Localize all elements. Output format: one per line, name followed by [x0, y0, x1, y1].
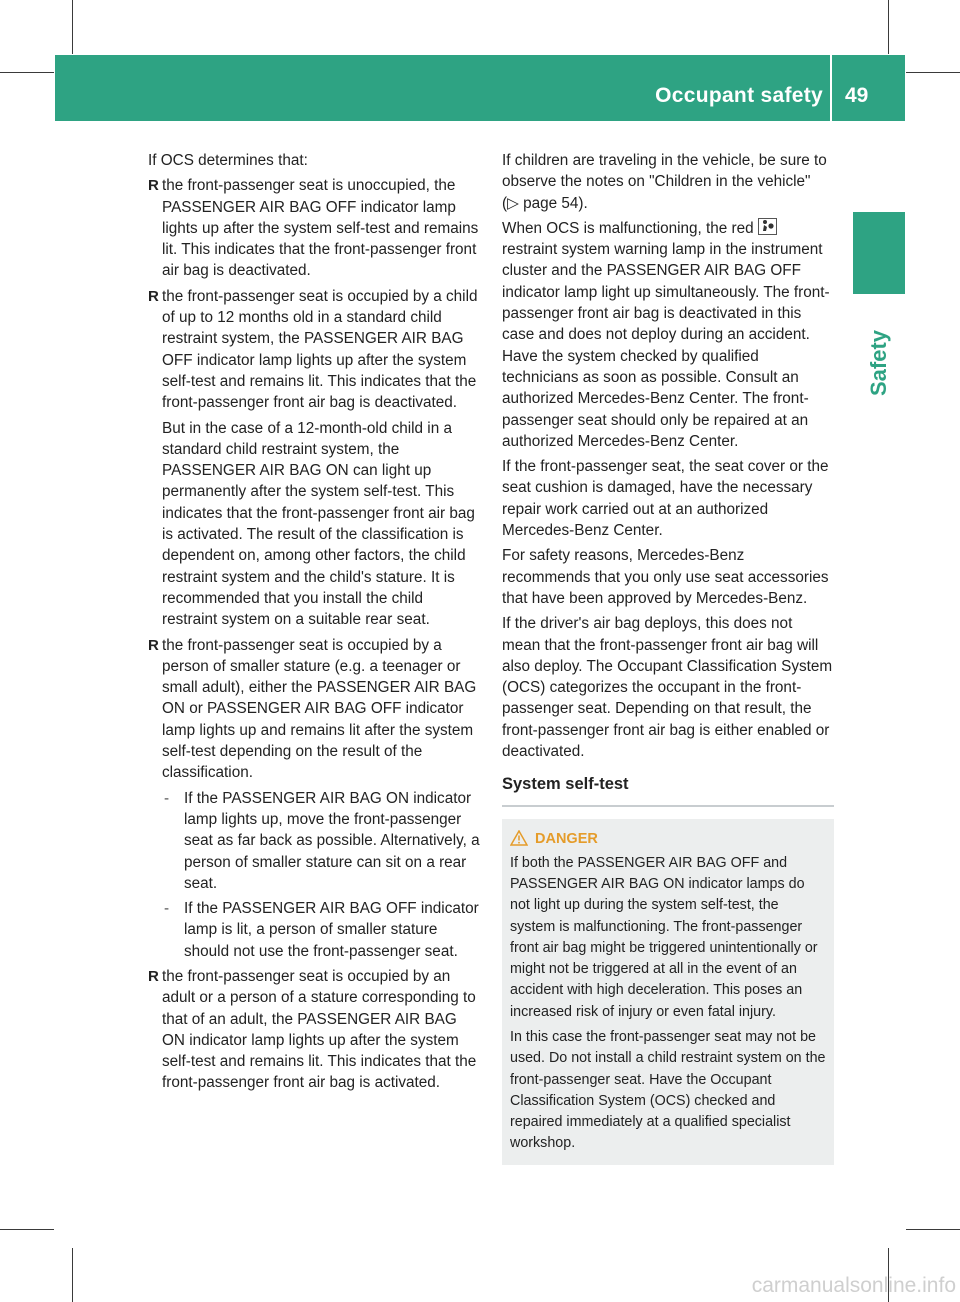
bullet-text: the front-passenger seat is occupied by an adult or a person of a stature corresponding to that of an adult, the PASSENGER AIR BAG ON indicator lamp lights up after the system self-test and remains lit. This indicates that the front-passenger front air bag is activated.	[162, 967, 477, 1092]
paragraph: For safety reasons, Mercedes-Benz recommends that you only use seat accessories that have been approved by Mercedes-Benz.	[502, 547, 829, 607]
crop-mark	[72, 0, 73, 54]
paragraph-text-end: ).	[578, 194, 588, 212]
sub-list-item	[162, 788, 482, 894]
bullet-mark: R	[148, 636, 159, 654]
page-reference-link[interactable]: page 54	[523, 194, 579, 212]
watermark: carmanualsonline.info	[751, 1274, 956, 1297]
sub-item-text: If the PASSENGER AIR BAG ON indicator lamp lights up, move the front-passenger seat as far back as possible. Alternatively, a person of smaller stature can sit on a rear seat.	[184, 789, 480, 892]
crop-mark	[0, 1229, 54, 1230]
header-title: Occupant safety	[655, 84, 823, 107]
right-column	[502, 150, 834, 1165]
bullet-mark: R	[148, 287, 159, 305]
danger-box	[502, 819, 834, 1165]
side-tab	[853, 212, 905, 294]
bullet-text: the front-passenger seat is occupied by a person of smaller stature (e.g. a teenager or small adult), either the PASSENGER AIR BAG ON or PASSENGER AIR BAG OFF indicator lamp lights up and remains lit after the system self-test depending on the result of the classification.	[162, 636, 477, 782]
paragraph-text: If children are traveling in the vehicle, be sure to observe the notes on "Children in the vehicle" (	[502, 152, 827, 212]
paragraph	[502, 218, 834, 452]
paragraph-text: When OCS is malfunctioning, the red	[502, 219, 754, 237]
sub-list-item	[162, 898, 482, 962]
list-item	[148, 966, 482, 1094]
bullet-mark: R	[148, 967, 159, 985]
danger-text: If both the PASSENGER AIR BAG OFF and PASSENGER AIR BAG ON indicator lamps do not light up during the system self-test, the system is malfunctioning. The front-passenger front air bag might be triggered unintentionally or might not be triggered at all in the event of an accident with high deceleration. This poses an increased risk of injury or even fatal injury.	[510, 854, 818, 1020]
paragraph-text: restraint system warning lamp in the instrument cluster and the PASSENGER AIR BAG OFF indicator lamp light up simultaneously. The front-passenger front air bag is deactivated in this case and does not deploy during an accident. Have the system checked by qualified technicians as soon as possible. Consult an authorized Mercedes-Benz Center. The front-passenger seat should only be repaired at an authorized Mercedes-Benz Center.	[502, 241, 830, 450]
paragraph: If the driver's air bag deploys, this does not mean that the front-passenger front air bag will also deploy. The Occupant Classification System (OCS) categorizes the occupant in the front-passenger seat. Depending on that result, the front-passenger front air bag is either enabled or deactivated.	[502, 615, 833, 761]
crop-mark	[906, 1229, 960, 1230]
left-column	[148, 150, 482, 1098]
sub-item-text: If the PASSENGER AIR BAG OFF indicator lamp is lit, a person of smaller stature should not use the front-passenger seat.	[184, 900, 479, 960]
danger-text: In this case the front-passenger seat may not be used. Do not install a child restraint system on the front-passenger seat. Have the Occupant Classification System (OCS) checked and repaired immediately at a qualified specialist workshop.	[510, 1028, 826, 1152]
side-tab-label: Safety	[866, 329, 891, 396]
danger-header	[510, 829, 826, 851]
list-item	[148, 175, 482, 281]
bullet-text: the front-passenger seat is occupied by a child of up to 12 months old in a standard child restraint system, the PASSENGER AIR BAG OFF indicator lamp lights up after the system self-test and remains lit. This indicates that the front-passenger front air bag is deactivated.	[162, 287, 478, 412]
bullet-text: the front-passenger seat is unoccupied, the PASSENGER AIR BAG OFF indicator lamp lights up after the system self-test and remains lit. This indicates that the front-passenger front air bag is deactivated.	[162, 177, 479, 280]
section-title: System self-test	[502, 774, 834, 806]
paragraph	[502, 150, 834, 214]
page-header	[55, 55, 905, 121]
danger-label: DANGER	[535, 830, 598, 847]
bullet-mark: R	[148, 177, 159, 195]
crop-mark	[72, 1248, 73, 1302]
crop-mark	[888, 0, 889, 54]
list-item	[148, 635, 482, 784]
list-item	[148, 286, 482, 414]
intro-text: If OCS determines that:	[148, 152, 308, 169]
page-number: 49	[845, 84, 869, 107]
crop-mark	[906, 72, 960, 73]
header-divider	[830, 55, 832, 121]
page-ref-arrow-icon: ▷	[507, 194, 519, 212]
dash-mark: -	[164, 900, 170, 918]
dash-mark: -	[164, 789, 170, 807]
airbag-warning-icon	[758, 218, 777, 235]
crop-mark	[0, 72, 54, 73]
bullet-continuation: But in the case of a 12-month-old child in a standard child restraint system, the PASSENGER AIR BAG ON can light up permanently after the system self-test. This indicates that the front-passenger front air bag is activated. The result of the classification is dependent on, among other factors, the child restraint system and the child's stature. It is recommended that you install the child restraint system on a suitable rear seat.	[162, 419, 475, 629]
paragraph: If the front-passenger seat, the seat cover or the seat cushion is damaged, have the necessary repair work carried out at an authorized Mercedes-Benz Center.	[502, 458, 829, 540]
warning-triangle-icon	[510, 830, 528, 846]
